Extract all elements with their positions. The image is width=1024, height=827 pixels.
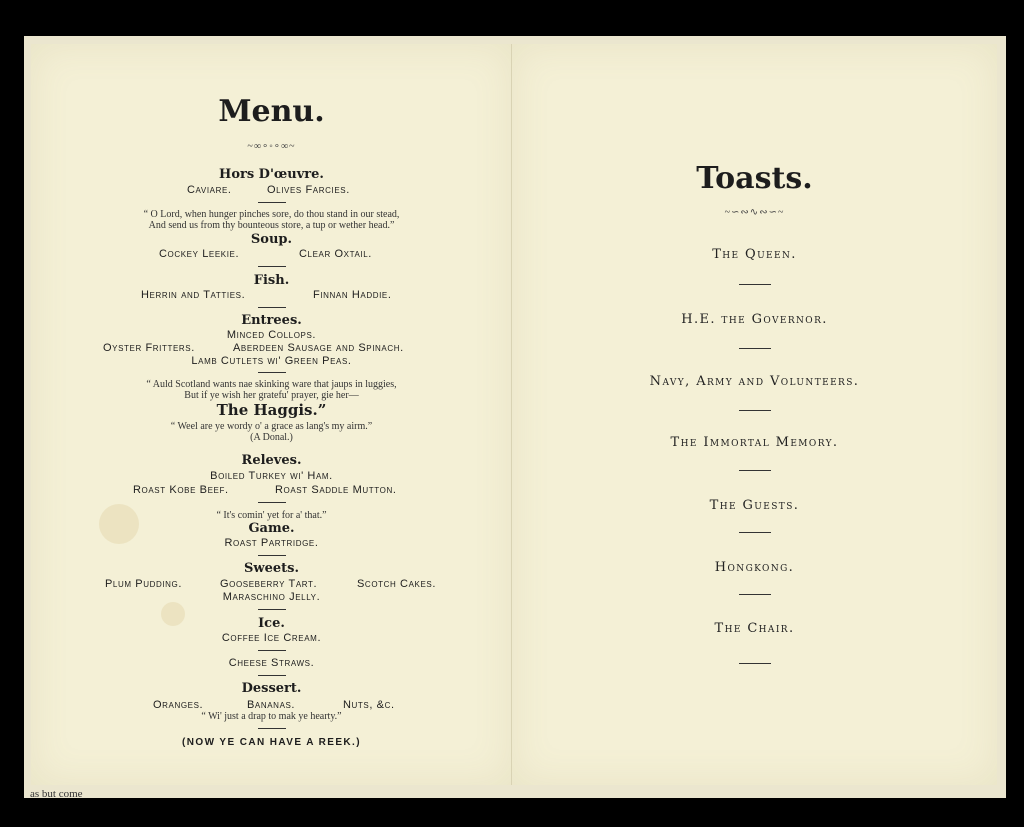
divider (739, 410, 771, 411)
fish-heading: Fish. (253, 273, 290, 288)
divider (258, 372, 286, 373)
menu-title: Menu. (218, 94, 325, 129)
divider (258, 728, 286, 729)
quote-line: “ Wi' just a drap to mak ye hearty.” (201, 711, 342, 722)
quote-line: “ O Lord, when hunger pinches sore, do thou stand in our stead, (143, 209, 400, 220)
toast-item: The Chair. (714, 621, 795, 636)
menu-item: Roast Kobe Beef. (133, 484, 229, 496)
toast-item: Navy, Army and Volunteers. (649, 374, 860, 389)
menu-item: Roast Partridge. (224, 537, 319, 549)
menu-item: Olives Farcies. (267, 184, 350, 196)
divider (739, 348, 771, 349)
quote-attribution: (A Donal.) (250, 432, 293, 443)
quote-line: “ Auld Scotland wants nae skinking ware that jaups in luggies, (146, 379, 397, 390)
menu-item: Bananas. (247, 699, 296, 711)
divider (739, 663, 771, 664)
dessert-heading: Dessert. (241, 681, 302, 696)
underlying-page-text: as but come (30, 788, 83, 800)
menu-item: Caviare. (187, 184, 232, 196)
ice-heading: Ice. (258, 616, 285, 631)
menu-item: Boiled Turkey wi' Ham. (210, 470, 333, 482)
toast-item: The Guests. (709, 498, 800, 513)
sweets-heading: Sweets. (244, 561, 299, 576)
divider (739, 470, 771, 471)
menu-item: Oranges. (153, 699, 204, 711)
soup-heading: Soup. (250, 232, 293, 247)
menu-item: Finnan Haddie. (313, 289, 392, 301)
menu-item: Plum Pudding. (105, 578, 183, 590)
hors-heading: Hors D'œuvre. (219, 167, 324, 182)
quote-line: “ It's comin' yet for a' that.” (216, 510, 327, 521)
menu-item: Gooseberry Tart. (220, 578, 318, 590)
divider (258, 675, 286, 676)
quote-line: “ Weel are ye wordy o' a grace as lang's my airm.” (170, 421, 373, 432)
toast-item: The Queen. (712, 247, 797, 262)
menu-item: Lamb Cutlets wi' Green Peas. (191, 355, 352, 367)
menu-item: Roast Saddle Mutton. (275, 484, 397, 496)
toast-item: H.E. the Governor. (681, 312, 828, 327)
divider (258, 307, 286, 308)
menu-closing: (NOW YE CAN HAVE A REEK.) (182, 737, 361, 748)
divider (258, 202, 286, 203)
menu-item: Cockey Leekie. (159, 248, 240, 260)
divider (258, 555, 286, 556)
toasts-title: Toasts. (696, 161, 813, 196)
menu-item: Scotch Cakes. (357, 578, 436, 590)
menu-item: Maraschino Jelly. (222, 591, 321, 603)
menu-page (31, 44, 512, 785)
menu-item: Nuts, &c. (343, 699, 395, 711)
menu-item: Oyster Fritters. (103, 342, 195, 354)
menu-item: Herrin and Tatties. (141, 289, 246, 301)
menu-ornament: ~∞∘◦∘∞~ (247, 141, 296, 152)
entrees-heading: Entrees. (241, 313, 302, 328)
divider (739, 284, 771, 285)
menu-item: Clear Oxtail. (299, 248, 372, 260)
toast-item: Hongkong. (714, 560, 795, 575)
divider (258, 266, 286, 267)
releves-heading: Releves. (241, 453, 302, 468)
divider (258, 609, 286, 610)
quote-line: But if ye wish her gratefu' prayer, gie her— (184, 390, 359, 401)
haggis-heading: The Haggis.” (216, 401, 327, 419)
divider (739, 532, 771, 533)
toasts-page (512, 44, 997, 785)
quote-line: And send us from thy bounteous store, a tup or wether head.” (148, 220, 395, 231)
divider (258, 502, 286, 503)
menu-item: Cheese Straws. (228, 657, 315, 669)
menu-item: Coffee Ice Cream. (221, 632, 322, 644)
game-heading: Game. (248, 521, 295, 536)
divider (739, 594, 771, 595)
toasts-ornament: ~∽∾∿∾∽~ (724, 207, 785, 218)
menu-item: Aberdeen Sausage and Spinach. (233, 342, 404, 354)
menu-item: Minced Collops. (226, 329, 317, 341)
toast-item: The Immortal Memory. (670, 435, 839, 450)
divider (258, 650, 286, 651)
